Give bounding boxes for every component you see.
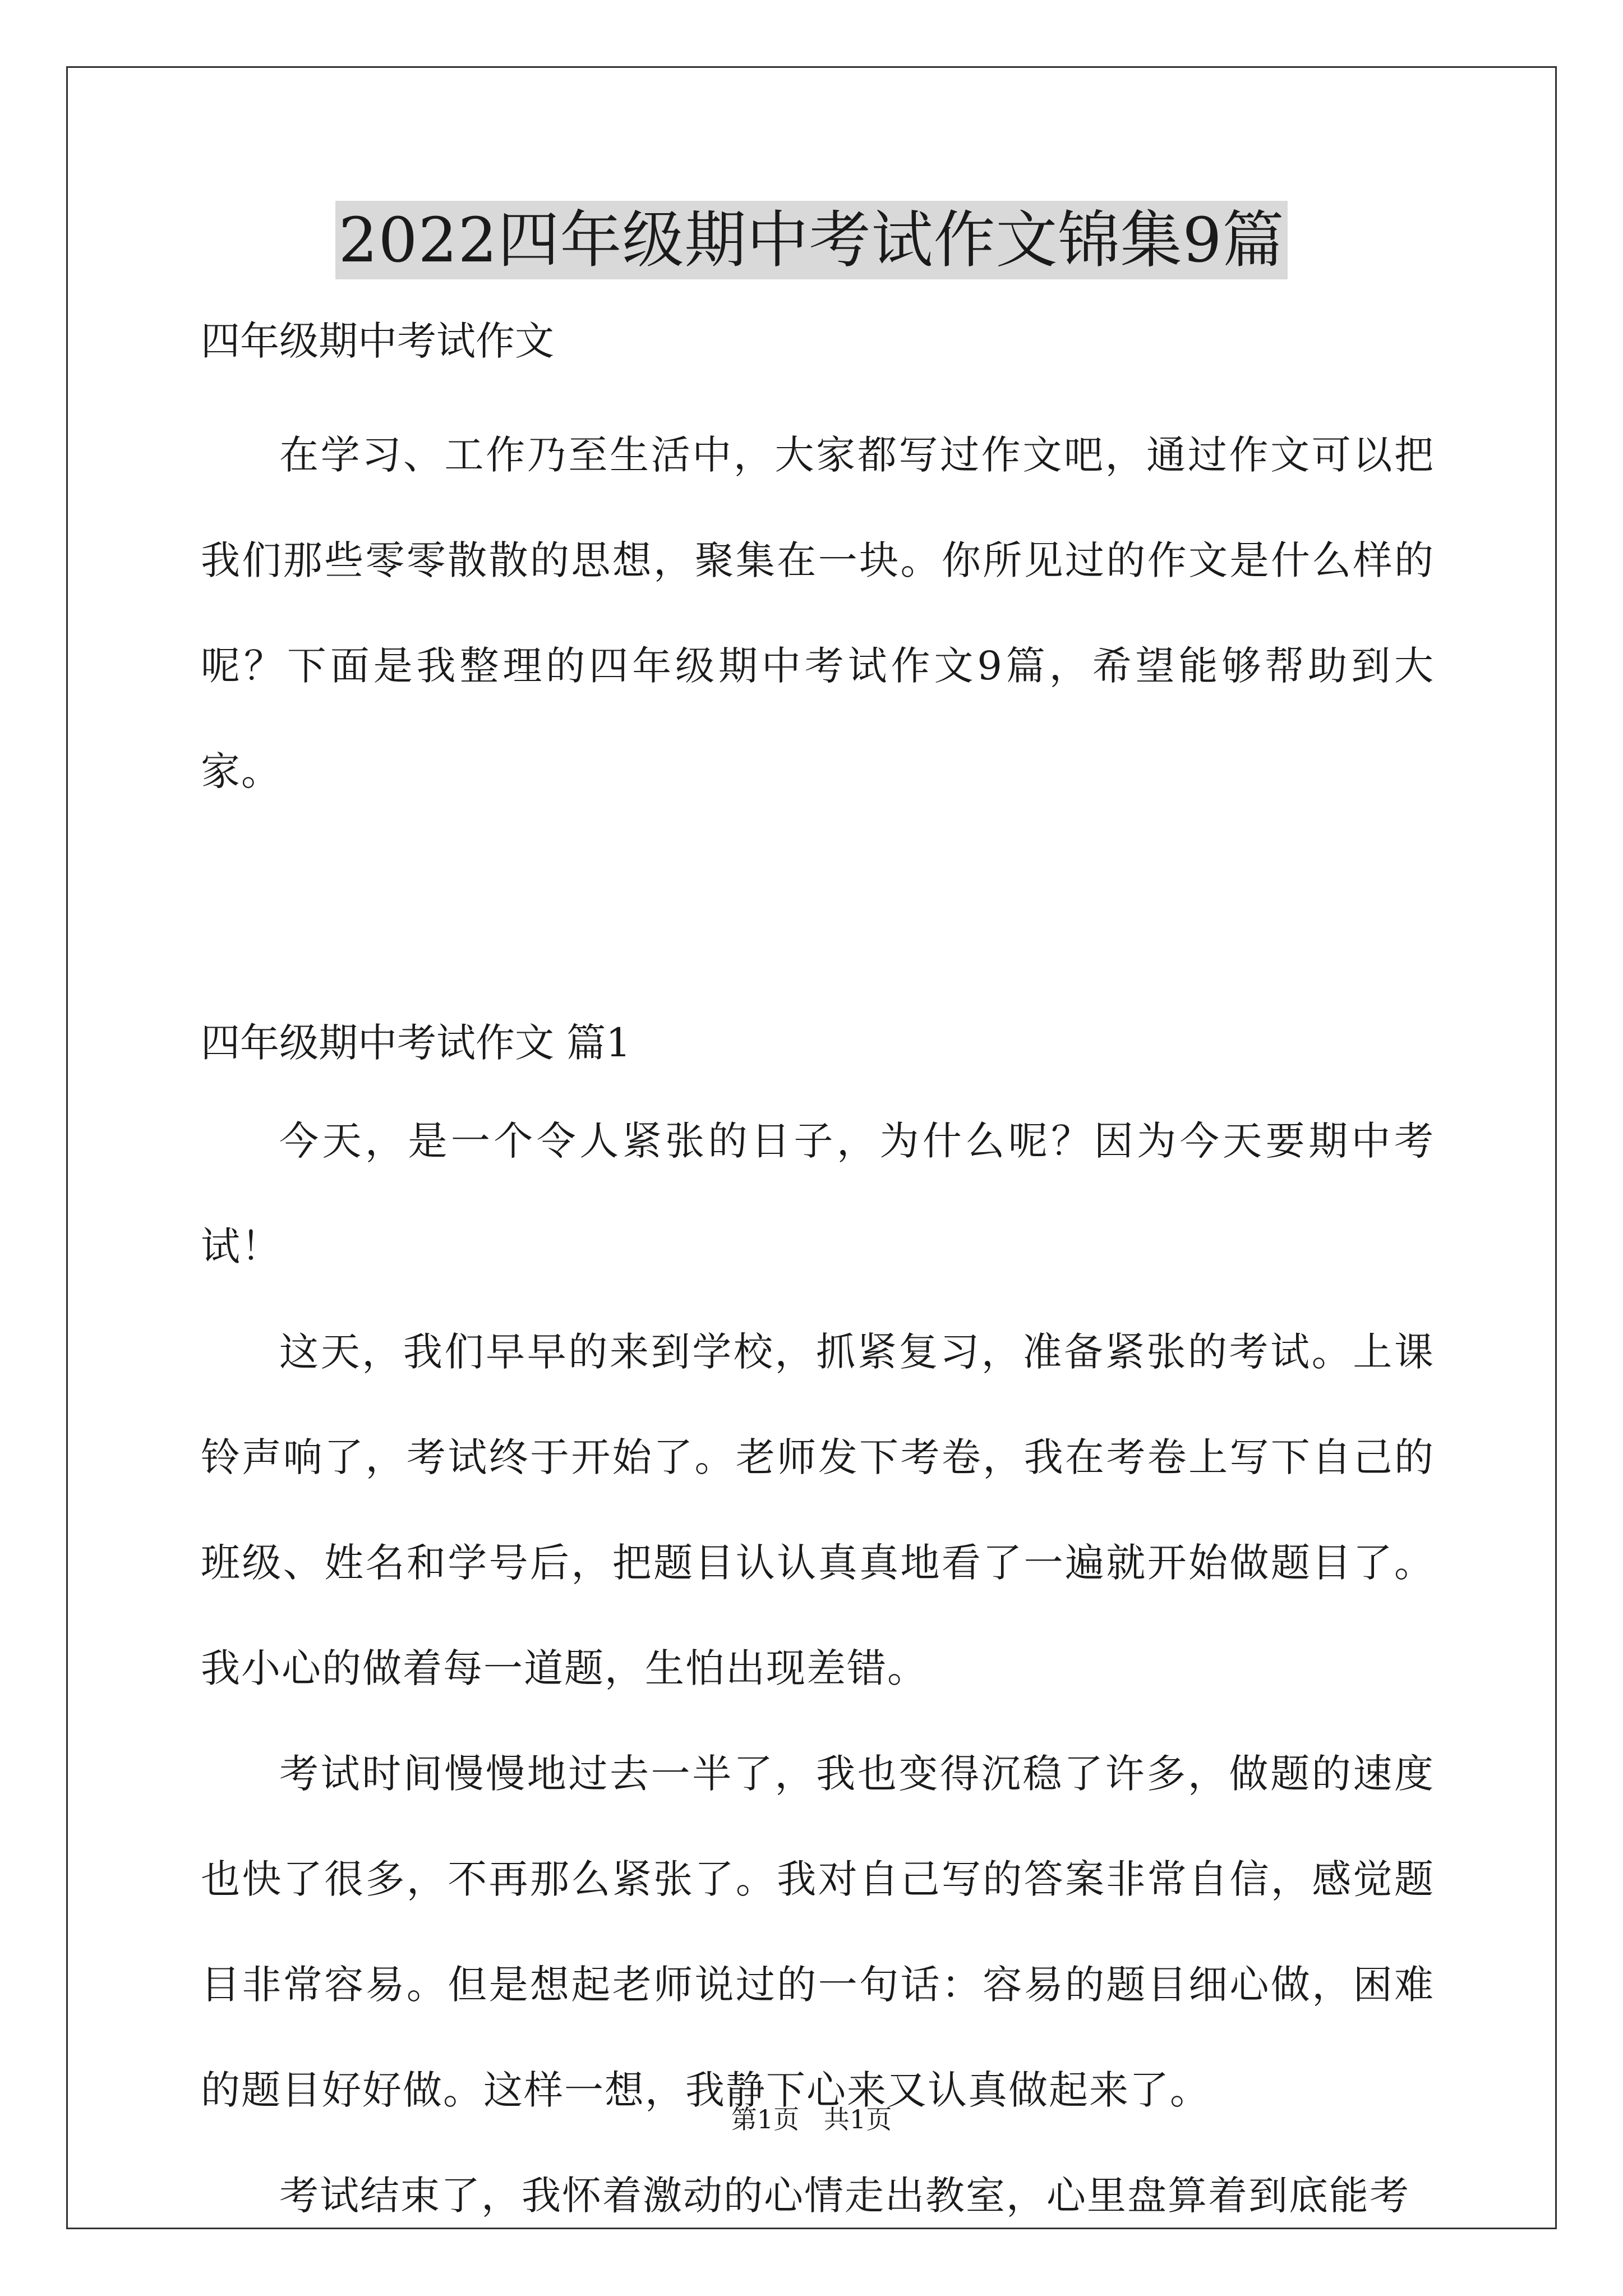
- intro-paragraph: 在学习、工作乃至生活中，大家都写过作文吧，通过作文可以把我们那些零零散散的思想，聚集在一块。你所见过的作文是什么样的呢？下面是我整理的四年级期中考试作文9篇，希望能够帮助到大家。: [201, 432, 1435, 794]
- title-container: [0, 201, 1623, 279]
- section-heading: 四年级期中考试作文 篇1: [201, 1020, 631, 1066]
- paragraph: 今天，是一个令人紧张的日子，为什么呢？因为今天要期中考试！: [201, 1118, 1435, 1269]
- document-title: 2022四年级期中考试作文锦集9篇: [335, 201, 1288, 279]
- page-footer: 第1页 共1页: [731, 2104, 892, 2134]
- document-body: [201, 313, 1435, 2248]
- paragraph: 考试结束了，我怀着激动的心情走出教室，心里盘算着到底能考: [279, 2173, 1410, 2219]
- paragraph: 考试时间慢慢地过去一半了，我也变得沉稳了许多，做题的速度也快了很多，不再那么紧张了。我对自己写的答案非常自信，感觉题目非常容易。但是想起老师说过的一句话：容易的题目细心做，困难的题目好好做。这样一想，我静下心来又认真做起来了。: [201, 1751, 1435, 2113]
- intro-heading: 四年级期中考试作文: [201, 318, 554, 364]
- paragraph: 这天，我们早早的来到学校，抓紧复习，准备紧张的考试。上课铃声响了，考试终于开始了。老师发下考卷，我在考卷上写下自己的班级、姓名和学号后，把题目认认真真地看了一遍就开始做题目了。我小心的做着每一道题，生怕出现差错。: [201, 1329, 1435, 1691]
